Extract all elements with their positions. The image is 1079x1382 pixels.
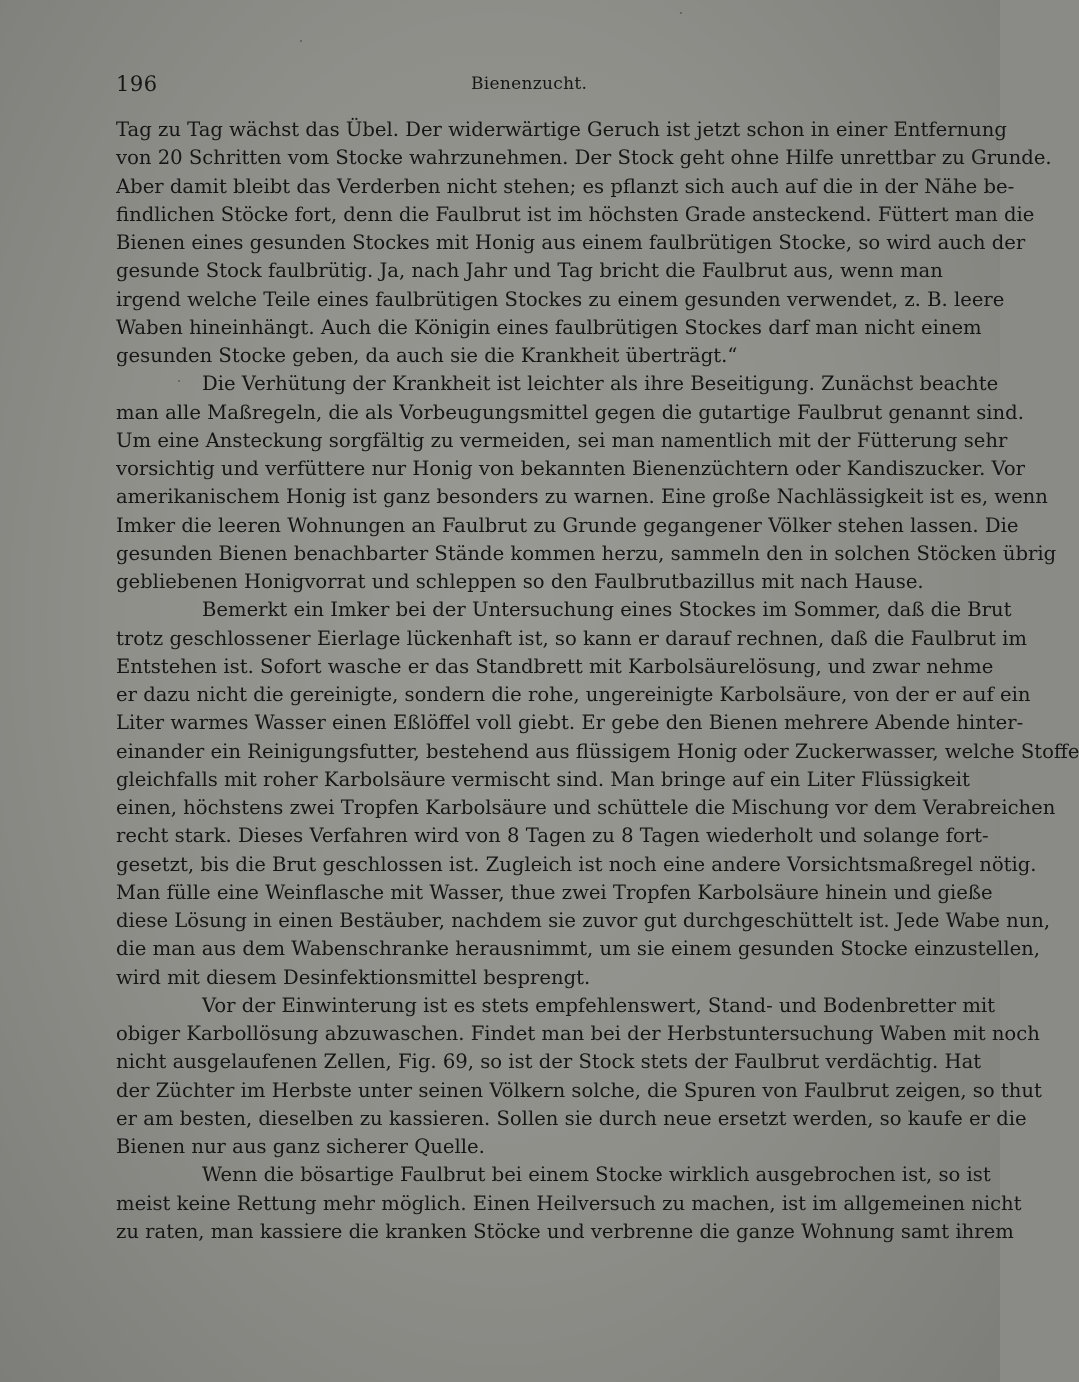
text-line: Entstehen ist. Sofort wasche er das Standbrett mit Karbolsäurelösung, und zwar nehme (116, 654, 994, 678)
body-text (116, 116, 1079, 1246)
text-line: gesunden Stocke geben, da auch sie die Krankheit überträgt.“ (116, 344, 738, 367)
text-line: gesetzt, bis die Brut geschlossen ist. Zugleich ist noch eine andere Vorsichtsmaßregel nötig. (116, 852, 1037, 876)
text-line: gesunde Stock faulbrütig. Ja, nach Jahr und Tag bricht die Faulbrut aus, wenn man (116, 259, 943, 283)
paragraph (116, 596, 1079, 992)
text-line: die man aus dem Wabenschranke herausnimmt, um sie einem gesunden Stocke einzustellen, (116, 937, 1041, 961)
text-line: er am besten, dieselben zu kassieren. Sollen sie durch neue ersetzt werden, so kaufe er die (116, 1106, 1027, 1130)
text-line: obiger Karbollösung abzuwaschen. Findet man bei der Herbstuntersuchung Waben mit noch (116, 1022, 1040, 1045)
text-line: er dazu nicht die gereinigte, sondern die rohe, ungereinigte Karbolsäure, von der er auf ein (116, 683, 1031, 706)
page-number: 196 (116, 72, 158, 96)
text-line: gleichfalls mit roher Karbolsäure vermischt sind. Man bringe auf ein Liter Flüssigkeit (116, 767, 970, 791)
running-title: Bienenzucht. (471, 74, 588, 94)
text-line: Die Verhütung der Krankheit ist leichter als ihre Beseitigung. Zunächst beachte (202, 372, 999, 396)
text-line: von 20 Schritten vom Stocke wahrzunehmen. Der Stock geht ohne Hilfe unrettbar zu Grunde. (116, 146, 1052, 170)
paragraph (116, 116, 1052, 370)
text-line: Tag zu Tag wächst das Übel. Der widerwärtige Geruch ist jetzt schon in einer Entfernung (116, 118, 1007, 141)
text-line: Man fülle eine Weinflasche mit Wasser, thue zwei Tropfen Karbolsäure hinein und gieße (116, 880, 993, 904)
text-line: zu raten, man kassiere die kranken Stöcke und verbrenne die ganze Wohnung samt ihrem (116, 1219, 1014, 1243)
text-line: Aber damit bleibt das Verderben nicht stehen; es pflanzt sich auch auf die in der Nähe be- (116, 174, 1015, 198)
paragraph (116, 1161, 1022, 1246)
text-line: Wenn die bösartige Faulbrut bei einem Stocke wirklich ausgebrochen ist, so ist (202, 1163, 991, 1187)
text-line: man alle Maßregeln, die als Vorbeugungsmittel gegen die gutartige Faulbrut genannt sind. (116, 400, 1024, 424)
text-line: Bemerkt ein Imker bei der Untersuchung eines Stockes im Sommer, daß die Brut (202, 598, 1012, 622)
text-line: wird mit diesem Desinfektionsmittel besprengt. (116, 965, 591, 989)
text-line: nicht ausgelaufenen Zellen, Fig. 69, so ist der Stock stets der Faulbrut verdächtig. Hat (116, 1050, 982, 1074)
text-line: gebliebenen Honigvorrat und schleppen so den Faulbrutbazillus mit nach Hause. (116, 570, 924, 593)
paragraph (116, 992, 1042, 1162)
text-line: einen, höchstens zwei Tropfen Karbolsäure und schüttele die Mischung vor dem Verabreichen (116, 796, 1056, 819)
text-line: Bienen nur aus ganz sicherer Quelle. (116, 1135, 485, 1158)
text-line: Vor der Einwinterung ist es stets empfehlenswert, Stand- und Bodenbretter mit (202, 993, 996, 1017)
text-line: einander ein Reinigungsfutter, bestehend aus flüssigem Honig oder Zuckerwasser, welche Stoffe (116, 739, 1079, 763)
text-line: Um eine Ansteckung sorgfältig zu vermeiden, sei man namentlich mit der Fütterung sehr (116, 428, 1008, 452)
dust-speck (300, 40, 302, 42)
text-line: Bienen eines gesunden Stockes mit Honig aus einem faulbrütigen Stocke, so wird auch der (116, 231, 1026, 254)
dust-speck (680, 12, 682, 14)
text-line: amerikanischem Honig ist ganz besonders zu warnen. Eine große Nachlässigkeit ist es, wenn (116, 485, 1048, 509)
text-line: der Züchter im Herbste unter seinen Völkern solche, die Spuren von Faulbrut zeigen, so thut (116, 1078, 1042, 1102)
page-header (116, 72, 911, 102)
dust-speck (178, 380, 180, 382)
text-line: findlichen Stöcke fort, denn die Faulbrut ist im höchsten Grade ansteckend. Füttert man die (116, 202, 1035, 226)
text-line: trotz geschlossener Eierlage lückenhaft ist, so kann er darauf rechnen, daß die Faulbrut im (116, 626, 1027, 650)
text-line: Imker die leeren Wohnungen an Faulbrut zu Grunde gegangener Völker stehen lassen. Die (116, 513, 1019, 537)
paragraph (116, 370, 1057, 596)
text-line: meist keine Rettung mehr möglich. Einen Heilversuch zu machen, ist im allgemeinen nicht (116, 1191, 1022, 1215)
text-line: vorsichtig und verfüttere nur Honig von bekannten Bienenzüchtern oder Kandiszucker. Vor (116, 457, 1026, 480)
text-line: irgend welche Teile eines faulbrütigen Stockes zu einem gesunden verwendet, z. B. leere (116, 287, 1005, 311)
text-line: Liter warmes Wasser einen Eßlöffel voll giebt. Er gebe den Bienen mehrere Abende hinter- (116, 711, 1024, 735)
text-line: Waben hineinhängt. Auch die Königin eines faulbrütigen Stockes darf man nicht einem (116, 315, 982, 339)
text-line: gesunden Bienen benachbarter Stände kommen herzu, sammeln den in solchen Stöcken übrig (116, 541, 1057, 565)
text-line: diese Lösung in einen Bestäuber, nachdem sie zuvor gut durchgeschüttelt ist. Jede Wabe nun, (116, 909, 1051, 932)
text-line: recht stark. Dieses Verfahren wird von 8 Tagen zu 8 Tagen wiederholt und solange fort- (116, 824, 989, 848)
